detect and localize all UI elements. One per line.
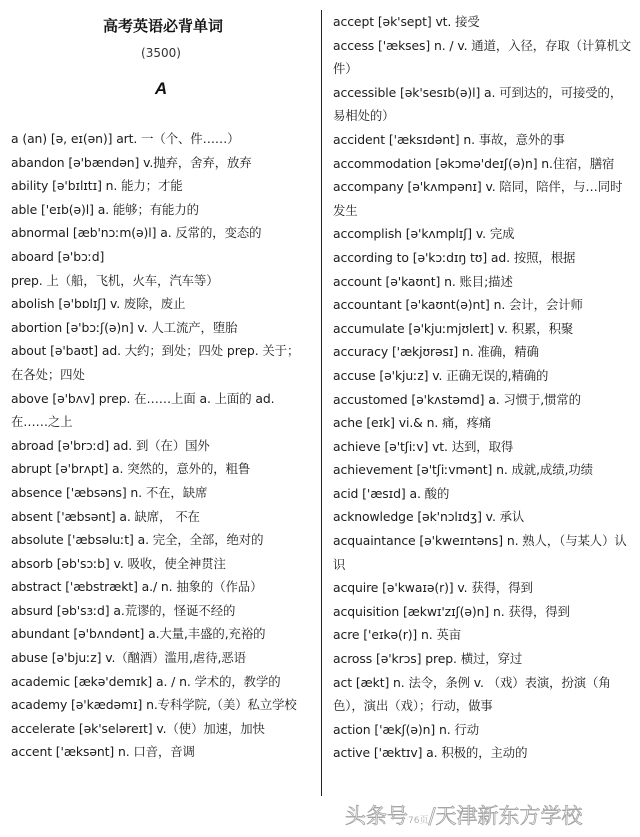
entry-word: aboard xyxy=(11,248,54,264)
word-count: (3500) xyxy=(141,46,181,60)
entry-phonetic: ['æktɪv] xyxy=(373,745,423,761)
entry-phonetic: [ək'seləreɪt] xyxy=(78,720,153,736)
entry-definition: ad. 到（在）国外 xyxy=(113,437,210,453)
vocab-entry xyxy=(333,435,633,459)
entry-word: accumulate xyxy=(333,320,405,336)
entry-definition: v. 陪同，陪伴，与…同时发生 xyxy=(333,179,623,218)
entry-definition: n. 熟人，（与某人）认识 xyxy=(333,533,627,572)
vocab-entry xyxy=(333,482,633,506)
entry-definition: n. / v. 通道，入径，存取（计算机文件） xyxy=(333,37,632,77)
vocab-entry xyxy=(11,693,311,717)
entry-phonetic: [ək'sept] xyxy=(377,14,432,29)
vocab-entry xyxy=(333,718,633,742)
vocab-entry xyxy=(11,245,311,292)
entry-phonetic: [ə'baʊt] xyxy=(50,343,98,359)
entry-definition: n. 英亩 xyxy=(421,627,462,643)
vocab-entry xyxy=(11,622,311,646)
column-divider xyxy=(321,10,322,796)
vocab-entry xyxy=(333,529,633,576)
entry-phonetic: [ə'bʌv] xyxy=(52,390,95,406)
vocab-entry xyxy=(333,293,633,317)
vocab-entry xyxy=(333,175,633,222)
entry-definition: n. 会计，会计师 xyxy=(493,297,583,313)
entry-definition: a. 习惯于,惯常的 xyxy=(488,391,581,407)
watermark-small-mark: 76页 xyxy=(408,816,429,826)
entry-phonetic: ['æbsəns] xyxy=(65,484,127,500)
vocab-entry xyxy=(333,81,633,128)
entry-definition: n.专科学院,（美）私立学校 xyxy=(146,697,297,713)
entry-phonetic: [əkɔmə'deɪʃ(ə)n] xyxy=(435,155,538,171)
vocab-entry xyxy=(333,623,633,647)
entry-word: accuracy xyxy=(333,344,389,360)
entry-phonetic: [ə'kjuːz] xyxy=(379,367,429,383)
entry-phonetic: [ə'kɔːdɪŋ tʊ] xyxy=(412,249,488,265)
entry-definition: a. 酸的 xyxy=(409,485,450,501)
entry-word: academy xyxy=(11,697,68,713)
entry-definition: v. 吸收，使全神贯注 xyxy=(113,555,226,571)
entry-word: active xyxy=(333,745,371,761)
entry-phonetic: [ə'bɔːd] xyxy=(57,248,105,264)
vocab-entry xyxy=(333,34,633,81)
entry-phonetic: [eɪk] xyxy=(366,415,395,431)
entry-phonetic: ['æsɪd] xyxy=(362,485,406,501)
entry-phonetic: [ə'brɔːd] xyxy=(57,437,110,453)
entry-definition: n. 获得，得到 xyxy=(492,603,570,619)
entry-word: accept xyxy=(333,14,374,29)
entry-word: account xyxy=(333,273,382,289)
entry-word: absent xyxy=(11,508,53,524)
vocab-entry xyxy=(333,246,633,270)
entry-phonetic: ['eɪkə(r)] xyxy=(363,627,418,643)
entry-phonetic: ['æbsənt] xyxy=(56,508,116,524)
entry-definition: n. 成就,成绩,功绩 xyxy=(496,462,593,478)
entry-definition: a. 反常的，变态的 xyxy=(160,225,262,241)
entry-phonetic: [ə'bɔːʃ(ə)n] xyxy=(65,319,134,335)
entry-word: absence xyxy=(11,484,63,500)
vocab-entry xyxy=(333,317,633,341)
entry-phonetic: [ækt] xyxy=(355,674,390,690)
vocab-entry xyxy=(333,671,633,718)
vocab-entry xyxy=(333,576,633,600)
entry-phonetic: [æb'nɔːm(ə)l] xyxy=(72,225,157,241)
entry-word: according to xyxy=(333,249,409,265)
entry-definition: n. 准确，精确 xyxy=(462,344,539,360)
entry-word: access xyxy=(333,37,375,53)
entry-definition: a. 积极的，主动的 xyxy=(426,745,528,761)
entry-phonetic: [ə'bændən] xyxy=(68,154,140,170)
entry-phonetic: [ə, eɪ(ən)] xyxy=(50,131,113,146)
entry-word: above xyxy=(11,390,49,406)
entry-phonetic: [ə'bjuːz] xyxy=(51,650,102,666)
vocab-entry xyxy=(333,128,633,152)
entry-phonetic: [ə'kjuːmjʊleɪt] xyxy=(408,320,494,336)
entry-phonetic: ['æksənt] xyxy=(55,744,115,760)
entry-word: accomplish xyxy=(333,226,402,242)
vocab-entry xyxy=(333,647,633,671)
entry-phonetic: [ə'kʌstəmd] xyxy=(411,391,485,407)
vocab-entry xyxy=(11,575,311,599)
entry-word: abuse xyxy=(11,650,48,666)
vocab-entry xyxy=(11,127,311,151)
entry-definition: n. 行动 xyxy=(438,721,479,737)
entry-word: accuse xyxy=(333,367,376,383)
vocab-entry xyxy=(11,434,311,458)
entry-definition: v.（酗酒）滥用,虐待,恶语 xyxy=(105,650,246,666)
entry-definition: prep. 在……上面 a. 上面的 ad. 在……之上 xyxy=(11,390,275,430)
entry-definition: n.住宿，膳宿 xyxy=(541,155,615,171)
entry-definition: vi.& n. 痛，疼痛 xyxy=(398,415,492,431)
entry-word: absorb xyxy=(11,555,53,571)
entry-definition: v. 人工流产，堕胎 xyxy=(137,319,238,335)
vocab-entry xyxy=(11,552,311,576)
entry-definition: prep. 横过，穿过 xyxy=(425,651,523,667)
vocab-entry xyxy=(11,174,311,198)
entry-definition: n. 口音，音调 xyxy=(117,744,195,760)
entry-definition: vt. 接受 xyxy=(435,14,480,29)
entry-word: acid xyxy=(333,485,359,501)
entry-definition: a. 能够；有能力的 xyxy=(97,201,199,217)
entry-word: about xyxy=(11,343,47,359)
entry-definition: ad. 按照，根据 xyxy=(490,249,576,265)
entry-definition: n. 不在，缺席 xyxy=(130,484,208,500)
entry-phonetic: [ə'kʌmplɪʃ] xyxy=(405,226,473,242)
entry-definition: a. 完全，全部，绝对的 xyxy=(137,532,264,548)
vocab-entry xyxy=(11,198,311,222)
entry-word: able xyxy=(11,201,38,217)
vocab-entry xyxy=(333,364,633,388)
entry-word: accountant xyxy=(333,297,402,313)
vocab-entry xyxy=(11,221,311,245)
entry-word: action xyxy=(333,721,371,737)
entry-definition: vt. 达到，取得 xyxy=(432,438,514,454)
entry-word: across xyxy=(333,651,373,667)
entry-phonetic: ['æbstrækt] xyxy=(65,579,138,595)
entry-definition: a.荒谬的，怪诞不经的 xyxy=(113,602,236,618)
entry-word: accompany xyxy=(333,179,404,195)
entry-phonetic: [ə'kaʊnt] xyxy=(385,273,441,289)
entry-word: achievement xyxy=(333,462,413,478)
entry-word: acquire xyxy=(333,580,379,596)
entry-phonetic: ['ækʃ(ə)n] xyxy=(374,721,436,737)
entry-phonetic: [ə'brʌpt] xyxy=(55,461,109,477)
watermark-text-after: /天津新东方学校 xyxy=(428,804,583,828)
entry-definition: v. 废除，废止 xyxy=(109,296,186,312)
entry-definition: v. 承认 xyxy=(485,509,525,525)
vocab-entry xyxy=(11,339,311,386)
entry-phonetic: ['ækses] xyxy=(378,37,431,53)
entry-definition: v. 完成 xyxy=(475,226,515,242)
entry-word: academic xyxy=(11,673,71,689)
entry-phonetic: [ə'bɒlɪʃ] xyxy=(58,296,107,312)
watermark xyxy=(345,800,583,830)
vocab-entry xyxy=(333,411,633,435)
vocab-entry xyxy=(11,646,311,670)
vocab-entry xyxy=(333,270,633,294)
entry-definition: n. 账目;描述 xyxy=(444,273,513,289)
entry-word: accommodation xyxy=(333,155,432,171)
vocab-entry xyxy=(333,152,633,176)
entry-phonetic: [ək'nɔlɪdʒ] xyxy=(417,509,482,525)
vocab-entry xyxy=(333,741,633,765)
entry-definition: v.抛弃，舍弃，放弃 xyxy=(143,154,252,170)
entry-definition: a. 突然的，意外的，粗鲁 xyxy=(112,461,251,477)
entry-phonetic: [ə'kædəmɪ] xyxy=(71,697,143,713)
entry-word: abrupt xyxy=(11,461,52,477)
vocab-entry xyxy=(11,481,311,505)
entry-word: absolute xyxy=(11,532,64,548)
entry-word: accessible xyxy=(333,84,397,100)
vocab-entry xyxy=(333,388,633,412)
entry-phonetic: [ə'kʌmpənɪ] xyxy=(407,179,482,195)
entry-definition: v. 积累，积聚 xyxy=(497,320,574,336)
vocab-entry xyxy=(11,505,311,529)
entry-phonetic: ['æksɪdənt] xyxy=(388,131,460,147)
entry-definition: v.（使）加速，加快 xyxy=(156,720,265,736)
entry-word: abortion xyxy=(11,319,63,335)
entry-phonetic: [əb'sɔːb] xyxy=(56,555,110,571)
entry-phonetic: [ə'kweɪntəns] xyxy=(419,533,503,549)
entry-word: ache xyxy=(333,415,363,431)
entry-word: achieve xyxy=(333,438,381,454)
entry-word: accident xyxy=(333,131,386,147)
entry-word: absurd xyxy=(11,602,53,618)
left-column xyxy=(11,0,311,764)
entry-definition: prep. 上（船，飞机，火车，汽车等） xyxy=(11,272,219,288)
entry-definition: n. 事故，意外的事 xyxy=(463,131,565,147)
entry-word: abstract xyxy=(11,579,62,595)
entry-definition: v. 获得，得到 xyxy=(457,580,533,596)
entry-phonetic: [ə'tʃiːvmənt] xyxy=(416,462,493,478)
entry-word: accustomed xyxy=(333,391,408,407)
entry-word: acquaintance xyxy=(333,533,416,549)
vocab-entry xyxy=(11,316,311,340)
entry-phonetic: [ə'krɔs] xyxy=(375,651,422,667)
left-entry-list xyxy=(11,127,311,764)
vocab-entry xyxy=(333,222,633,246)
entry-definition: n. 法令，条例 v. （戏）表演，扮演（角色），演出（戏）；行动，做事 xyxy=(333,674,611,714)
entry-phonetic: ['æbsəluːt] xyxy=(67,532,134,548)
entry-definition: a./ n. 抽象的（作品） xyxy=(141,579,263,595)
vocab-entry xyxy=(333,340,633,364)
watermark-text-before: 头条号 xyxy=(345,804,408,828)
vocab-entry xyxy=(333,10,633,34)
entry-phonetic: [ækwɪ'zɪʃ(ə)n] xyxy=(402,603,490,619)
entry-word: abnormal xyxy=(11,225,70,241)
entry-phonetic: [ək'sesɪb(ə)l] xyxy=(399,84,481,100)
entry-phonetic: [ə'tʃiːv] xyxy=(384,438,429,454)
vocab-entry xyxy=(11,717,311,741)
entry-word: abolish xyxy=(11,296,55,312)
entry-word: a (an) xyxy=(11,131,48,146)
entry-phonetic: [ə'kaʊnt(ə)nt] xyxy=(405,297,490,313)
right-column xyxy=(333,10,633,765)
vocab-entry xyxy=(333,600,633,624)
entry-word: acre xyxy=(333,627,360,643)
entry-definition: n. 能力；才能 xyxy=(105,178,183,194)
entry-word: ability xyxy=(11,178,49,194)
entry-word: acknowledge xyxy=(333,509,414,525)
vocab-entry xyxy=(333,505,633,529)
section-letter: A xyxy=(154,79,168,98)
entry-definition: art. 一（个、件……） xyxy=(116,131,240,146)
vocab-entry xyxy=(333,458,633,482)
entry-word: act xyxy=(333,674,352,690)
entry-word: abroad xyxy=(11,437,54,453)
entry-phonetic: ['ækjʊrəsɪ] xyxy=(391,344,459,360)
entry-phonetic: [ə'bɪlɪtɪ] xyxy=(52,178,102,194)
entry-phonetic: [ə'bʌndənt] xyxy=(73,626,145,642)
vocab-entry xyxy=(11,740,311,764)
entry-definition: a. / n. 学术的，教学的 xyxy=(155,673,281,689)
entry-definition: v. 正确无误的,精确的 xyxy=(432,367,549,383)
entry-word: acquisition xyxy=(333,603,400,619)
vocab-entry xyxy=(11,292,311,316)
entry-definition: a. 可到达的，可接受的，易相处的） xyxy=(333,84,623,124)
entry-definition: a. 缺席， 不在 xyxy=(119,508,200,524)
vocab-entry xyxy=(11,457,311,481)
entry-word: accent xyxy=(11,744,52,760)
entry-word: abandon xyxy=(11,154,65,170)
vocab-entry xyxy=(11,670,311,694)
entry-phonetic: [ækə'demɪk] xyxy=(73,673,153,689)
entry-definition: ad. 大约；到处；四处 prep. 关于；在各处；四处 xyxy=(11,343,300,382)
vocab-entry xyxy=(11,599,311,623)
vocab-entry xyxy=(11,151,311,175)
entry-phonetic: [əb'sɜːd] xyxy=(56,602,110,618)
entry-phonetic: ['eɪb(ə)l] xyxy=(40,201,94,217)
entry-phonetic: [ə'kwaɪə(r)] xyxy=(382,580,454,596)
page-title: 高考英语必背单词 xyxy=(102,17,223,35)
entry-definition: a.大量,丰盛的,充裕的 xyxy=(148,626,266,642)
entry-word: accelerate xyxy=(11,720,76,736)
vocab-entry xyxy=(11,528,311,552)
entry-word: abundant xyxy=(11,626,70,642)
vocab-entry xyxy=(11,387,311,434)
